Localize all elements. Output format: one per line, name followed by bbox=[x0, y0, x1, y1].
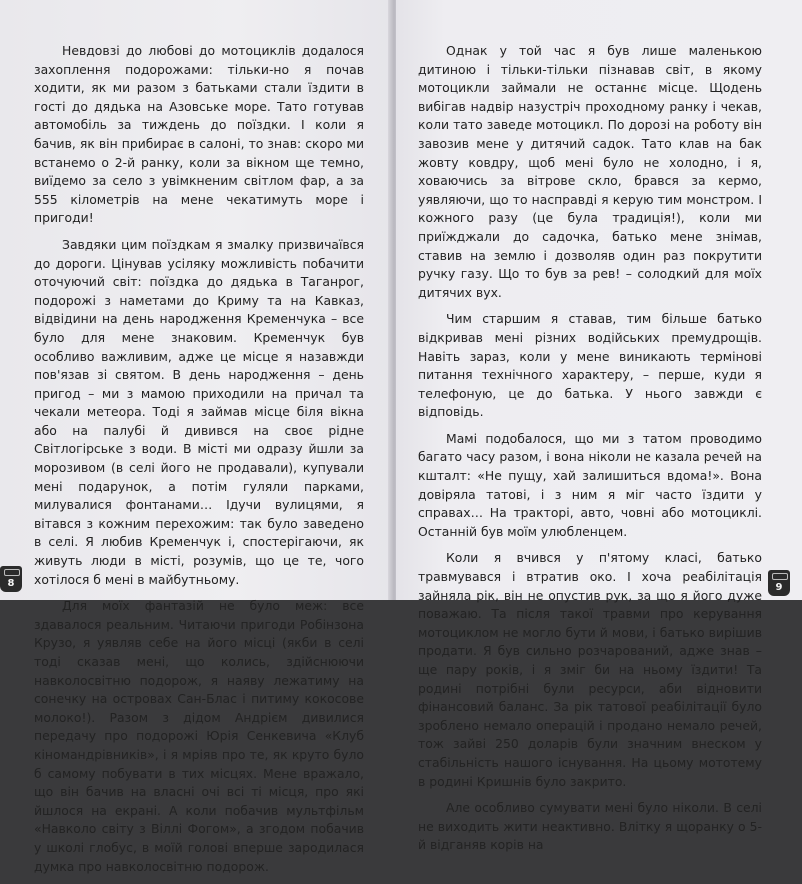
paragraph: Невдовзі до любові до мотоциклів додалося захоплення подорожами: тільки-но я почав ходити, як ми разом з батьками стали їздити в гості до дядька на Азовське море. Тато готував автомобіль за тиждень до поїздки. І коли я бачив, як він прибирає в салоні, то знав: скоро ми встанемо о 2-й ранку, коли за вікном ще темно, виїдемо за село з увімкненим світлом фар, а за 555 кілометрів на мене чекатимуть море і пригоди! bbox=[34, 43, 364, 226]
left-page-text bbox=[34, 42, 364, 884]
paragraph: Коли я вчився у п'ятому класі, батько травмувався і втратив око. І хоча реабілітація зайняла рік, він не опустив рук, за що я його дуже поважаю. Та після такої травми про керування мотоциклом не могло бути й мови, і батько вирішив продати. Я був сильно розчарований, адже знав – ще пару років, і я зміг би на ньому їздити! Та родині потрібні були ресурси, аби відновити фінансовий баланс. За рік татової реабілітації було зроблено немало операцій і продано немало речей, тож зайві 250 доларів були значним внеском у стабільність нашого існування. На цьому мототему в родині Кришнів було закрито. bbox=[418, 550, 762, 789]
paragraph: Мамі подобалося, що ми з татом проводимо багато часу разом, і вона ніколи не казала речей на кшталт: «Не пущу, хай залишиться вдома!». Вона довіряла татові, і з ним я міг часто їздити у справах… На тракторі, авто, човні або мотоциклі. Останній був моїм улюбленцем. bbox=[418, 430, 762, 539]
paragraph: Але особливо сумувати мені було ніколи. В селі не виходить жити неактивно. Влітку я щоранку о 5-й відганяв корів на bbox=[418, 800, 762, 853]
paragraph: Завдяки цим поїздкам я змалку призвичаївся до дороги. Цінував усіляку можливість побачити оточуючий світ: поїздка до дядька в Таганрог, подорожі з наметами до Криму та на Кавказ, відвідини на день народження Кременчука – все було для мене знаковим. Кременчук був особливо важливим, адже це місце я назавжди пов'язав зі святом. В день народження – день пригод – ми з мамою приходили на причал та чекали метеора. Тоді я займав місце біля вікна або на палубі й дивився на своє рідне Світлогірське з води. В місті ми одразу йшли за морозивом (в селі його не продавали), купували мені подарунок, а потім гуляли парками, милувалися фонтанами… Ідучи вулицями, я вітався з кожним перехожим: так було заведено в селі. Я любив Кременчук і, спостерігаючи, як живуть люди в місті, розумів, що це те, чого хотілося б мені в майбутньому. bbox=[34, 236, 364, 587]
page-number-badge: 9 bbox=[768, 570, 790, 596]
left-page bbox=[0, 0, 392, 874]
paragraph: Для моїх фантазій не було меж: все здавалося реальним. Читаючи пригоди Робінзона Крузо, я уявляв себе на його місці (якби в селі тоді сказав мені, що колись, здійснюючи навколосвітню подорож, я наяву лежатиму на сонечку на островах Сан-Блас і питиму кокосове молоко!). Разом з дідом Андрієм дивилися передачу про подорожі Юрія Сенкевича «Клуб кіномандрівників», і я мріяв про те, як круто було б самому побувати в тих місцях. Мене вражало, що він бачив на власні очі всі ті місця, про які йшлося на екрані. А коли побачив мультфільм «Навколо світу з Віллі Фогом», а згодом побачив у школі глобус, в моїй голові вперше зародилася думка про навколосвітню подорож. bbox=[34, 598, 364, 874]
paragraph: Однак у той час я був лише маленькою дитиною і тільки-тільки пізнавав світ, в якому мотоцикли займали не останнє місце. Щодень вибігав надвір назустріч проходному ранку і чекав, коли тато заведе мотоцикл. По дорозі на роботу він завозив мене у дитячий садок. Тато клав на бак жовту ковдру, щоб мені було не холодно, і я, ховаючись за вітрове скло, брався за кермо, уявляючи, що то насправді я керую тим монстром. І кожного разу (це була традиція!), коли ми приїжджали до садочка, батько мене знімав, ставив на землю і дозволяв один раз покрутити ручку газу. Що то був за рев! – солодкий для моїх дитячих вух. bbox=[418, 43, 762, 300]
page-number-badge: 8 bbox=[0, 566, 22, 592]
paragraph: Чим старшим я ставав, тим більше батько відкривав мені різних водійських премудрощів. Навіть зараз, коли у мене виникають термінові питання технічного характеру, – перше, куди я телефоную, це до батька. У нього завжди є відповідь. bbox=[418, 311, 762, 420]
right-page bbox=[396, 0, 802, 853]
right-page-text bbox=[418, 42, 762, 863]
